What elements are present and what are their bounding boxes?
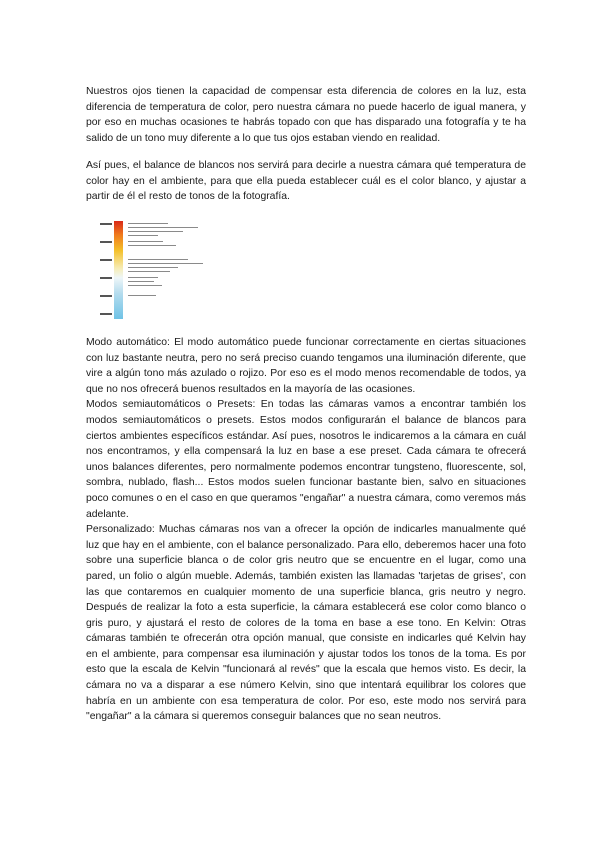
scale-legend-line: [128, 235, 158, 236]
scale-legend-line: [128, 263, 203, 264]
scale-tick-mark: [100, 277, 112, 279]
paragraph-eye-compensation: Nuestros ojos tienen la capacidad de compensar esta diferencia de colores en la luz, esta diferencia de temperatura de color, pero nuestra cámara no puede hacerlo de igual manera, y por eso en muchas ocasiones te habrás topado con que has disparado una fotografía y te ha salido de un tono muy diferente a lo que tus ojos estaban viendo en realidad.: [86, 86, 526, 144]
scale-legend-line: [128, 277, 158, 278]
scale-legend-line: [128, 271, 170, 272]
scale-legend-line: [128, 281, 154, 282]
color-gradient-bar: [114, 221, 123, 319]
scale-legend-line: [128, 295, 156, 296]
scale-legend-line: [128, 241, 163, 242]
scale-tick-mark: [100, 313, 112, 315]
scale-legend-line: [128, 231, 183, 232]
color-temperature-scale-icon: [100, 219, 218, 319]
scale-legend-line: [128, 223, 168, 224]
paragraph-white-balance-purpose: Así pues, el balance de blancos nos servirá para decirle a nuestra cámara qué temperatura de color hay en el ambiente, para que ella pueda establecer cuál es el color blanco, y ajustar a partir de él el resto de tonos de la fotografía.: [86, 160, 526, 203]
scale-legend-line: [128, 285, 162, 286]
scale-legend-line: [128, 245, 176, 246]
scale-tick-mark: [100, 223, 112, 225]
scale-tick-mark: [100, 241, 112, 243]
scale-legend-line: [128, 267, 178, 268]
scale-tick-mark: [100, 295, 112, 297]
scale-tick-mark: [100, 259, 112, 261]
paragraph-white-balance-modes: Modo automático: El modo automático puede funcionar correctamente en ciertas situaciones con luz bastante neutra, pero no será preciso cuando tengamos una iluminación diferente, que vire a algún tono más azulado o rojizo. Por eso es el modo menos recomendable de todos, ya que no nos ofrecerá buenos resultados en la mayoría de las ocasiones. Modos semiautomáticos o Presets: En todas las cámaras vamos a encontrar también los modos semiautomáticos o presets. Estos modos configurarán el balance de blancos para ciertos ambientes específicos estándar. Así pues, nosotros le indicaremos a la cámara en cuál nos encontramos, y ella compensará la luz en base a ese preset. Cada cámara te ofrecerá unos balances diferentes, pero normalmente podemos encontrar tungsteno, fluorescente, sol, sombra, nublado, flash... Estos modos suelen funcionar bastante bien, salvo en situaciones poco comunes o en el caso en que queramos "engañar" a nuestra cámara, como veremos más adelante. Personalizado: Muchas cámaras nos van a ofrecer la opción de indicarles manualmente qué luz que hay en el ambiente, con el balance personalizado. Para ello, deberemos hacer una foto sobre una superficie blanca o de color gris neutro que se encuentre en el lugar, como una pared, un folio o algún mueble. Además, también existen las llamadas 'tarjetas de grises', con las que contaremos en cualquier momento de una superficie blanca, gris neutro y negro. Después de realizar la foto a esta superficie, la cámara establecerá ese color como blanco o gris puro, y ajustará el resto de colores de la toma en base a ese tono. En Kelvin: Otras cámaras también te ofrecerán otra opción manual, que consiste en indicarles qué Kelvin hay en el ambiente, para compensar esa iluminación y ajustar todos los tonos de la toma. Es por esto que la escala de Kelvin "funcionará al revés" que la escala que hemos visto. Es decir, la cámara no va a disparar a ese número Kelvin, sino que intentará equilibrar los colores que habría en un ambiente con esa temperatura de color. Por eso, este modo nos servirá para "engañar" a la cámara si queremos conseguir balances que no sean neutros.: [86, 337, 526, 723]
scale-legend-line: [128, 227, 198, 228]
scale-legend-line: [128, 259, 188, 260]
